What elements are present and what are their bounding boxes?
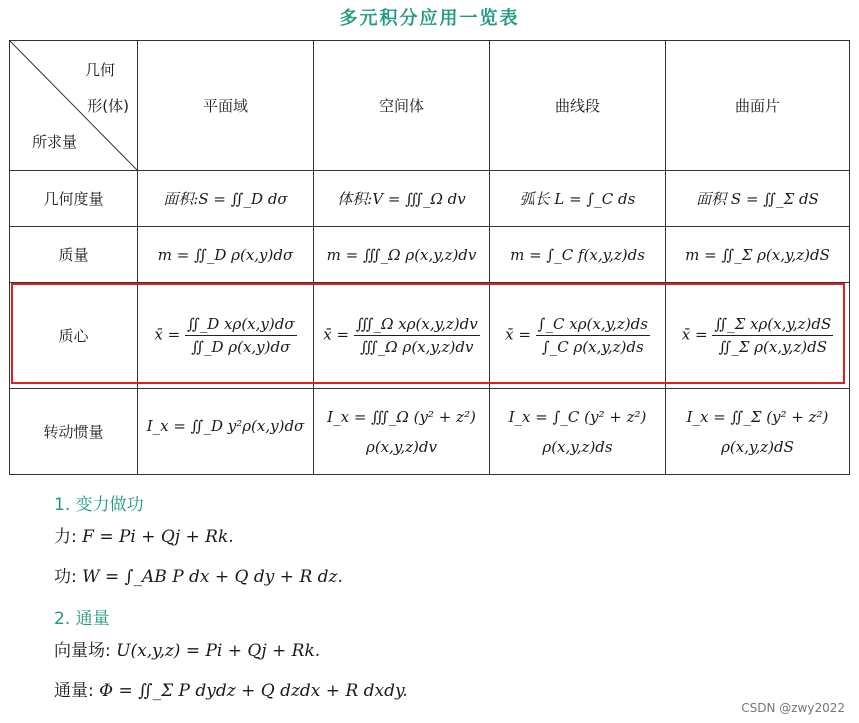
centroid-prefix: x̄ = (154, 325, 181, 344)
formula-cell: m = ∫_C f(x,y,z)ds (490, 227, 666, 283)
formula-line-1: I_x = ∬_Σ (y² + z²) (686, 407, 829, 426)
work-equation: W = ∫_AB P dx + Q dy + R dz. (82, 567, 343, 587)
header-row (10, 41, 850, 171)
corner-top-label: 几何 (84, 61, 115, 79)
centroid-prefix: x̄ = (505, 325, 531, 344)
denominator: ∫_C ρ(x,y,z)ds (541, 338, 644, 356)
column-header: 空间体 (314, 41, 490, 171)
numerator: ∫_C xρ(x,y,z)ds (536, 315, 650, 336)
row-label: 转动惯量 (10, 389, 138, 475)
corner-cell (10, 41, 138, 171)
formula-line-1: I_x = ∫_C (y² + z²) (508, 407, 647, 426)
table-row (10, 389, 850, 475)
watermark: CSDN @zwy2022 (741, 701, 845, 715)
field-line (54, 636, 320, 661)
numerator: ∬_D xρ(x,y)dσ (185, 315, 297, 336)
column-header: 曲面片 (666, 41, 850, 171)
section-heading-flux: 2. 通量 (54, 609, 110, 629)
integral-application-table (9, 40, 850, 475)
page-title: 多元积分应用一览表 (339, 8, 520, 29)
section-heading-work: 1. 变力做功 (54, 495, 144, 515)
formula-cell: 体积:V = ∭_Ω dv (314, 171, 490, 227)
formula-line-1: I_x = ∭_Ω (y² + z²) (327, 407, 476, 426)
centroid-prefix: x̄ = (681, 325, 708, 344)
formula-line-2: ρ(x,y,z)ds (542, 437, 613, 456)
field-label: 向量场: (54, 641, 111, 661)
centroid-highlight-box (11, 283, 845, 384)
denominator: ∬_D ρ(x,y)dσ (191, 338, 291, 356)
column-header: 曲线段 (490, 41, 666, 171)
formula-cell (138, 389, 314, 475)
work-line (54, 562, 343, 587)
numerator: ∬_Σ xρ(x,y,z)dS (712, 315, 833, 336)
formula-line-2: ρ(x,y,z)dS (721, 437, 794, 456)
formula-cell: 面积:S = ∬_D dσ (138, 171, 314, 227)
force-equation: F = Pi + Qj + Rk. (82, 527, 234, 547)
flux-line (54, 676, 408, 701)
formula-cell: m = ∭_Ω ρ(x,y,z)dv (314, 227, 490, 283)
column-header: 平面域 (138, 41, 314, 171)
field-equation: U(x,y,z) = Pi + Qj + Rk. (116, 641, 321, 661)
row-label: 质量 (10, 227, 138, 283)
work-label: 功: (54, 567, 77, 587)
corner-bottom-label: 所求量 (32, 133, 78, 151)
numerator: ∭_Ω xρ(x,y,z)dv (354, 315, 480, 336)
force-line (54, 522, 234, 547)
formula-line-2: ρ(x,y,z)dv (366, 437, 437, 456)
denominator: ∭_Ω ρ(x,y,z)dv (360, 338, 474, 356)
centroid-prefix: x̄ = (323, 325, 350, 344)
corner-mid-label: 形(体) (87, 97, 129, 115)
formula-cell: 弧长 L = ∫_C ds (490, 171, 666, 227)
denominator: ∬_Σ ρ(x,y,z)dS (718, 338, 827, 356)
table-row (10, 227, 850, 283)
table-row (10, 171, 850, 227)
formula-cell: 面积 S = ∬_Σ dS (666, 171, 850, 227)
formula-cell: m = ∬_D ρ(x,y)dσ (138, 227, 314, 283)
formula-cell (666, 389, 850, 475)
formula-line-1: I_x = ∬_D y²ρ(x,y)dσ (146, 416, 305, 435)
row-label: 质心 (10, 283, 138, 389)
flux-label: 通量: (54, 681, 94, 701)
formula-cell (314, 389, 490, 475)
row-label: 几何度量 (10, 171, 138, 227)
force-label: 力: (54, 527, 77, 547)
flux-equation: Φ = ∬_Σ P dydz + Q dzdx + R dxdy. (99, 681, 408, 701)
formula-cell (490, 389, 666, 475)
formula-cell: m = ∬_Σ ρ(x,y,z)dS (666, 227, 850, 283)
